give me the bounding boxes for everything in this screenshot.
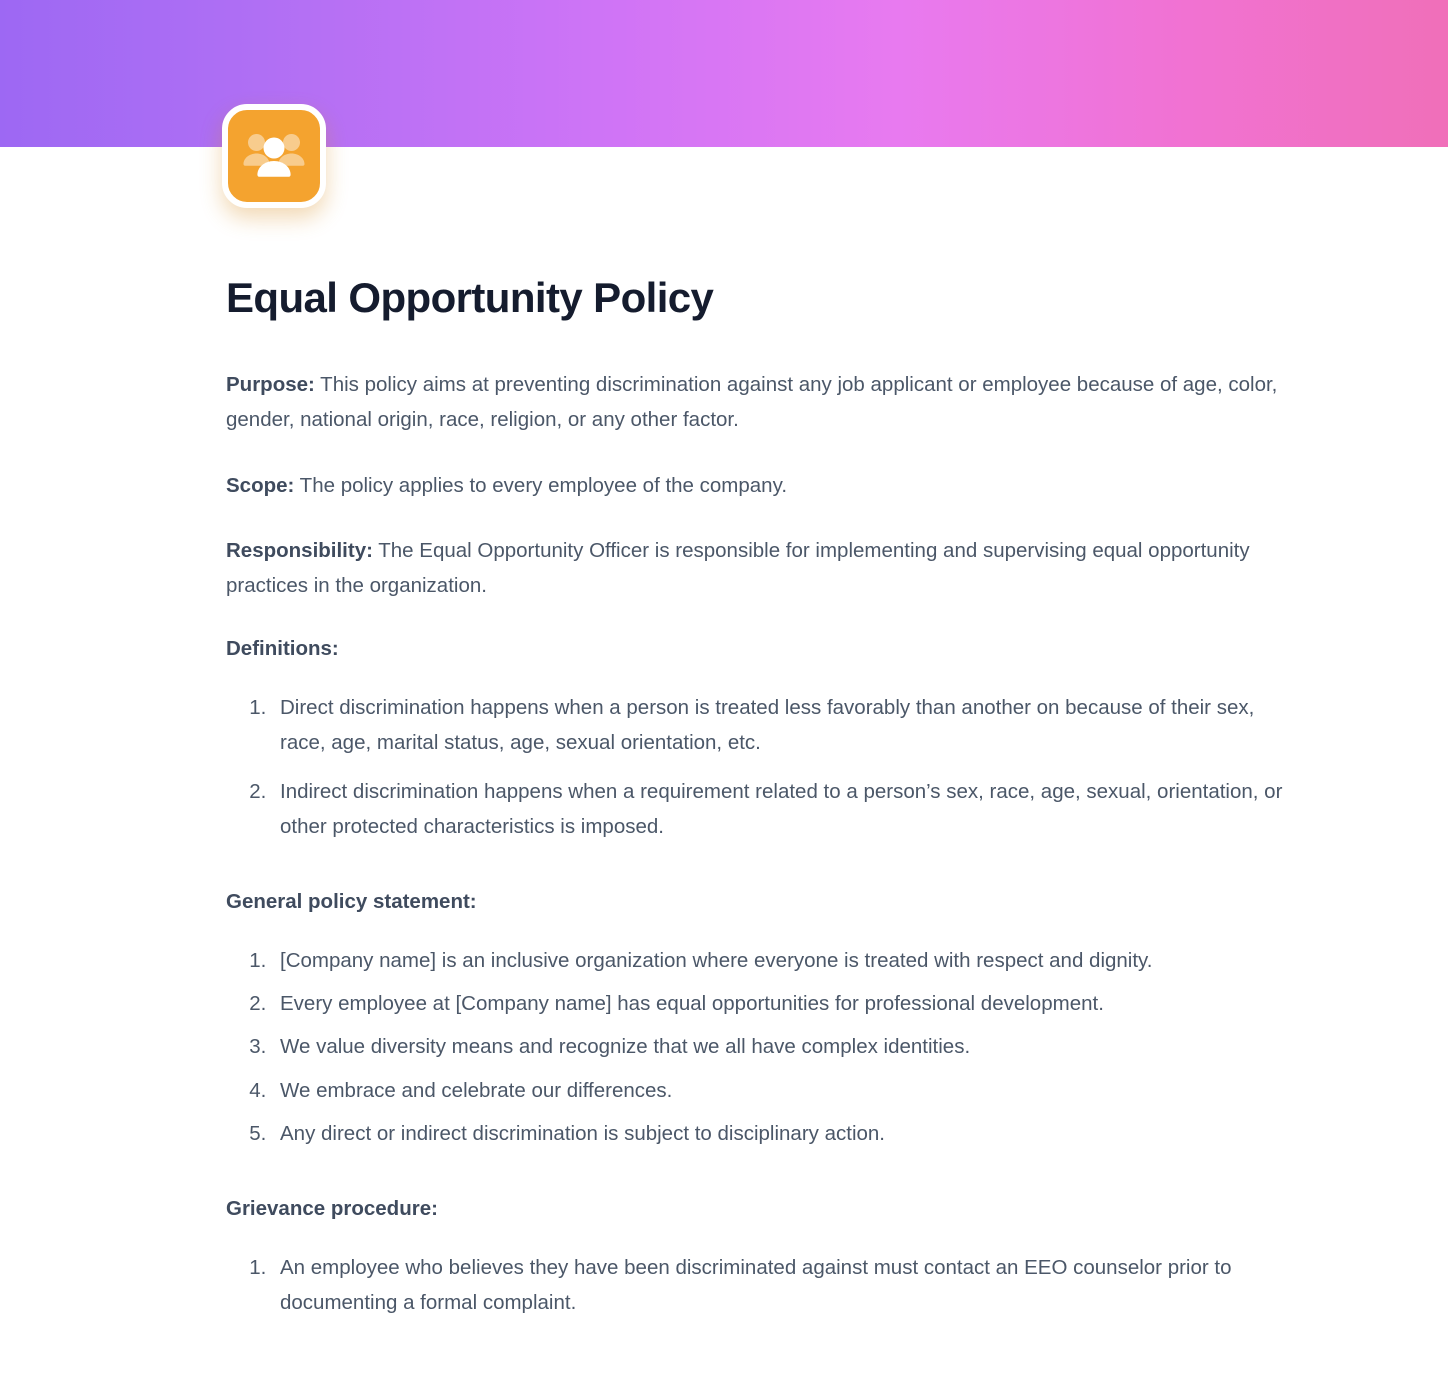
definitions-list bbox=[226, 690, 1286, 844]
list-item: 2. Every employee at [Company name] has equal opportunities for professional development. bbox=[272, 986, 1286, 1021]
page-title: Equal Opportunity Policy bbox=[226, 274, 714, 321]
purpose-paragraph bbox=[226, 367, 1286, 438]
responsibility-text: The Equal Opportunity Officer is responsible for implementing and supervising equal opportunity practices in the organization. bbox=[226, 538, 1250, 598]
spacer bbox=[226, 1181, 1286, 1193]
list-item: 4. We embrace and celebrate our differences. bbox=[272, 1073, 1286, 1108]
people-group-icon bbox=[222, 104, 326, 208]
definitions-heading: Definitions: bbox=[226, 637, 339, 661]
list-item: 5. Any direct or indirect discrimination is subject to disciplinary action. bbox=[272, 1116, 1286, 1151]
list-item: 1. Direct discrimination happens when a person is treated less favorably than another on because of their sex, race, age, marital status, age, sexual orientation, etc. bbox=[272, 690, 1286, 761]
app-icon bbox=[222, 104, 326, 208]
scope-text: The policy applies to every employee of the company. bbox=[294, 473, 788, 497]
general-policy-heading: General policy statement: bbox=[226, 890, 477, 914]
document-body bbox=[226, 274, 1286, 1350]
general-policy-list bbox=[226, 943, 1286, 1151]
list-item: 3. We value diversity means and recognize that we all have complex identities. bbox=[272, 1029, 1286, 1064]
scope-label: Scope: bbox=[226, 473, 295, 497]
list-item: 1. [Company name] is an inclusive organization where everyone is treated with respect and dignity. bbox=[272, 943, 1286, 978]
scope-paragraph bbox=[226, 468, 1286, 503]
list-item: 2. Indirect discrimination happens when a requirement related to a person’s sex, race, age, sexual, orientation, or other protected characteristics is imposed. bbox=[272, 774, 1286, 845]
list-item: 1. An employee who believes they have been discriminated against must contact an EEO counselor prior to documenting a formal complaint. bbox=[272, 1250, 1286, 1321]
spacer bbox=[226, 874, 1286, 886]
grievance-list bbox=[226, 1250, 1286, 1321]
grievance-heading: Grievance procedure: bbox=[226, 1197, 438, 1221]
gradient-header-banner bbox=[0, 0, 1448, 147]
purpose-label: Purpose: bbox=[226, 373, 315, 397]
responsibility-paragraph bbox=[226, 533, 1286, 604]
responsibility-label: Responsibility: bbox=[226, 538, 373, 562]
purpose-text: This policy aims at preventing discrimination against any job applicant or employee because of age, color, gender, national origin, race, religion, or any other factor. bbox=[226, 373, 1278, 432]
